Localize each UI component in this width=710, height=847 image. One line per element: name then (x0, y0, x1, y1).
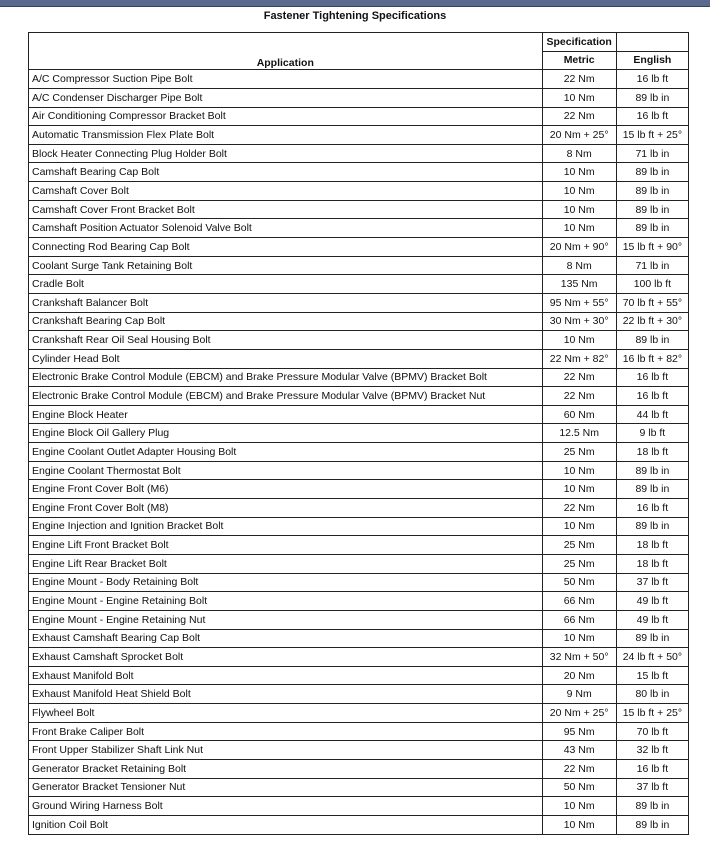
application-cell: Camshaft Bearing Cap Bolt (29, 163, 543, 182)
metric-cell: 10 Nm (542, 629, 616, 648)
english-cell: 16 lb ft (616, 70, 688, 89)
application-cell: Engine Lift Rear Bracket Bolt (29, 554, 543, 573)
metric-cell: 25 Nm (542, 536, 616, 555)
english-cell: 22 lb ft + 30° (616, 312, 688, 331)
english-cell: 16 lb ft (616, 107, 688, 126)
table-row (29, 349, 689, 368)
english-cell: 32 lb ft (616, 741, 688, 760)
application-cell: Electronic Brake Control Module (EBCM) and Brake Pressure Modular Valve (BPMV) Bracket Bolt (29, 368, 543, 387)
table-row (29, 536, 689, 555)
application-cell: Camshaft Cover Bolt (29, 182, 543, 201)
metric-cell: 20 Nm + 90° (542, 238, 616, 257)
english-cell: 89 lb in (616, 88, 688, 107)
application-cell: Block Heater Connecting Plug Holder Bolt (29, 144, 543, 163)
table-row (29, 368, 689, 387)
application-cell: Engine Mount - Body Retaining Bolt (29, 573, 543, 592)
metric-cell: 22 Nm (542, 70, 616, 89)
table-row (29, 126, 689, 145)
table-row (29, 704, 689, 723)
application-cell: Engine Mount - Engine Retaining Bolt (29, 592, 543, 611)
table-row (29, 517, 689, 536)
table-row (29, 312, 689, 331)
table-row (29, 424, 689, 443)
english-cell: 16 lb ft (616, 368, 688, 387)
metric-cell: 9 Nm (542, 685, 616, 704)
metric-cell: 22 Nm + 82° (542, 349, 616, 368)
metric-cell: 8 Nm (542, 256, 616, 275)
table-row (29, 293, 689, 312)
table-row (29, 88, 689, 107)
metric-cell: 10 Nm (542, 480, 616, 499)
application-cell: Engine Mount - Engine Retaining Nut (29, 610, 543, 629)
metric-cell: 30 Nm + 30° (542, 312, 616, 331)
english-cell: 89 lb in (616, 815, 688, 834)
english-cell: 70 lb ft (616, 722, 688, 741)
application-cell: Coolant Surge Tank Retaining Bolt (29, 256, 543, 275)
table-row (29, 592, 689, 611)
fastener-spec-table (28, 32, 689, 835)
table-row (29, 815, 689, 834)
english-cell: 71 lb in (616, 144, 688, 163)
english-cell: 89 lb in (616, 200, 688, 219)
english-cell: 15 lb ft + 25° (616, 126, 688, 145)
metric-cell: 66 Nm (542, 592, 616, 611)
application-cell: Camshaft Cover Front Bracket Bolt (29, 200, 543, 219)
application-cell: A/C Condenser Discharger Pipe Bolt (29, 88, 543, 107)
english-cell: 24 lb ft + 50° (616, 648, 688, 667)
application-cell: Electronic Brake Control Module (EBCM) and Brake Pressure Modular Valve (BPMV) Bracket Nut (29, 387, 543, 406)
metric-cell: 135 Nm (542, 275, 616, 294)
metric-cell: 20 Nm (542, 666, 616, 685)
application-cell: Exhaust Manifold Heat Shield Bolt (29, 685, 543, 704)
english-cell: 89 lb in (616, 331, 688, 350)
application-cell: Engine Block Heater (29, 405, 543, 424)
metric-cell: 95 Nm (542, 722, 616, 741)
application-cell: Crankshaft Rear Oil Seal Housing Bolt (29, 331, 543, 350)
english-cell: 18 lb ft (616, 536, 688, 555)
english-cell: 89 lb in (616, 629, 688, 648)
english-cell: 37 lb ft (616, 573, 688, 592)
english-cell: 44 lb ft (616, 405, 688, 424)
table-row (29, 70, 689, 89)
application-cell: Engine Front Cover Bolt (M8) (29, 499, 543, 518)
application-cell: Engine Lift Front Bracket Bolt (29, 536, 543, 555)
english-cell: 16 lb ft (616, 759, 688, 778)
column-header-application: Application (29, 33, 543, 70)
table-row (29, 666, 689, 685)
english-cell: 70 lb ft + 55° (616, 293, 688, 312)
page-title: Fastener Tightening Specifications (263, 10, 447, 22)
table-row (29, 163, 689, 182)
metric-cell: 25 Nm (542, 554, 616, 573)
table-row (29, 722, 689, 741)
table-row (29, 331, 689, 350)
application-cell: Camshaft Position Actuator Solenoid Valve Bolt (29, 219, 543, 238)
english-cell: 100 lb ft (616, 275, 688, 294)
metric-cell: 32 Nm + 50° (542, 648, 616, 667)
metric-cell: 10 Nm (542, 331, 616, 350)
metric-cell: 20 Nm + 25° (542, 126, 616, 145)
table-row (29, 443, 689, 462)
application-cell: Front Brake Caliper Bolt (29, 722, 543, 741)
metric-cell: 95 Nm + 55° (542, 293, 616, 312)
application-cell: Engine Coolant Thermostat Bolt (29, 461, 543, 480)
english-cell: 89 lb in (616, 797, 688, 816)
english-cell: 89 lb in (616, 480, 688, 499)
table-row (29, 759, 689, 778)
column-header-specification: Specification (542, 33, 616, 52)
english-cell: 15 lb ft + 90° (616, 238, 688, 257)
english-cell: 71 lb in (616, 256, 688, 275)
table-row (29, 741, 689, 760)
application-cell: Engine Block Oil Gallery Plug (29, 424, 543, 443)
metric-cell: 10 Nm (542, 797, 616, 816)
application-cell: Exhaust Manifold Bolt (29, 666, 543, 685)
table-row (29, 499, 689, 518)
metric-cell: 50 Nm (542, 573, 616, 592)
table-row (29, 461, 689, 480)
english-cell: 37 lb ft (616, 778, 688, 797)
english-cell: 89 lb in (616, 182, 688, 201)
metric-cell: 10 Nm (542, 815, 616, 834)
application-cell: Engine Front Cover Bolt (M6) (29, 480, 543, 499)
table-row (29, 238, 689, 257)
metric-cell: 10 Nm (542, 163, 616, 182)
metric-cell: 22 Nm (542, 368, 616, 387)
table-row (29, 182, 689, 201)
metric-cell: 10 Nm (542, 182, 616, 201)
metric-cell: 22 Nm (542, 499, 616, 518)
table-row (29, 778, 689, 797)
metric-cell: 20 Nm + 25° (542, 704, 616, 723)
application-cell: Automatic Transmission Flex Plate Bolt (29, 126, 543, 145)
application-cell: Generator Bracket Tensioner Nut (29, 778, 543, 797)
metric-cell: 10 Nm (542, 517, 616, 536)
table-body (29, 70, 689, 834)
english-cell: 80 lb in (616, 685, 688, 704)
metric-cell: 22 Nm (542, 387, 616, 406)
table-row (29, 275, 689, 294)
english-cell: 49 lb ft (616, 610, 688, 629)
application-cell: Ignition Coil Bolt (29, 815, 543, 834)
table-row (29, 107, 689, 126)
metric-cell: 25 Nm (542, 443, 616, 462)
application-cell: Air Conditioning Compressor Bracket Bolt (29, 107, 543, 126)
metric-cell: 10 Nm (542, 219, 616, 238)
english-cell: 18 lb ft (616, 554, 688, 573)
english-cell: 16 lb ft + 82° (616, 349, 688, 368)
metric-cell: 66 Nm (542, 610, 616, 629)
table-row (29, 573, 689, 592)
metric-cell: 10 Nm (542, 88, 616, 107)
application-cell: Exhaust Camshaft Bearing Cap Bolt (29, 629, 543, 648)
metric-cell: 43 Nm (542, 741, 616, 760)
english-cell: 49 lb ft (616, 592, 688, 611)
table-row (29, 648, 689, 667)
column-header-english: English (616, 51, 688, 70)
metric-cell: 22 Nm (542, 759, 616, 778)
application-cell: Crankshaft Balancer Bolt (29, 293, 543, 312)
english-cell: 18 lb ft (616, 443, 688, 462)
metric-cell: 22 Nm (542, 107, 616, 126)
application-cell: Exhaust Camshaft Sprocket Bolt (29, 648, 543, 667)
table-row (29, 685, 689, 704)
application-cell: Connecting Rod Bearing Cap Bolt (29, 238, 543, 257)
metric-cell: 12.5 Nm (542, 424, 616, 443)
window-top-bar (0, 0, 710, 7)
table-row (29, 480, 689, 499)
table-row (29, 200, 689, 219)
metric-cell: 8 Nm (542, 144, 616, 163)
metric-cell: 60 Nm (542, 405, 616, 424)
english-cell: 15 lb ft (616, 666, 688, 685)
table-row (29, 610, 689, 629)
english-cell: 16 lb ft (616, 499, 688, 518)
application-cell: Front Upper Stabilizer Shaft Link Nut (29, 741, 543, 760)
metric-cell: 10 Nm (542, 461, 616, 480)
english-cell: 89 lb in (616, 461, 688, 480)
table-row (29, 144, 689, 163)
english-cell: 89 lb in (616, 517, 688, 536)
english-cell: 9 lb ft (616, 424, 688, 443)
header-row-top (29, 33, 689, 52)
english-cell: 16 lb ft (616, 387, 688, 406)
table-row (29, 387, 689, 406)
application-cell: Ground Wiring Harness Bolt (29, 797, 543, 816)
application-cell: Cylinder Head Bolt (29, 349, 543, 368)
application-cell: Generator Bracket Retaining Bolt (29, 759, 543, 778)
application-cell: Engine Coolant Outlet Adapter Housing Bolt (29, 443, 543, 462)
column-header-blank (616, 33, 688, 52)
application-cell: Cradle Bolt (29, 275, 543, 294)
application-cell: Crankshaft Bearing Cap Bolt (29, 312, 543, 331)
metric-cell: 10 Nm (542, 200, 616, 219)
table-row (29, 797, 689, 816)
table-row (29, 629, 689, 648)
table-row (29, 554, 689, 573)
application-cell: A/C Compressor Suction Pipe Bolt (29, 70, 543, 89)
english-cell: 89 lb in (616, 163, 688, 182)
table-row (29, 256, 689, 275)
table-row (29, 405, 689, 424)
application-cell: Flywheel Bolt (29, 704, 543, 723)
english-cell: 15 lb ft + 25° (616, 704, 688, 723)
english-cell: 89 lb in (616, 219, 688, 238)
column-header-metric: Metric (542, 51, 616, 70)
application-cell: Engine Injection and Ignition Bracket Bolt (29, 517, 543, 536)
table-row (29, 219, 689, 238)
metric-cell: 50 Nm (542, 778, 616, 797)
